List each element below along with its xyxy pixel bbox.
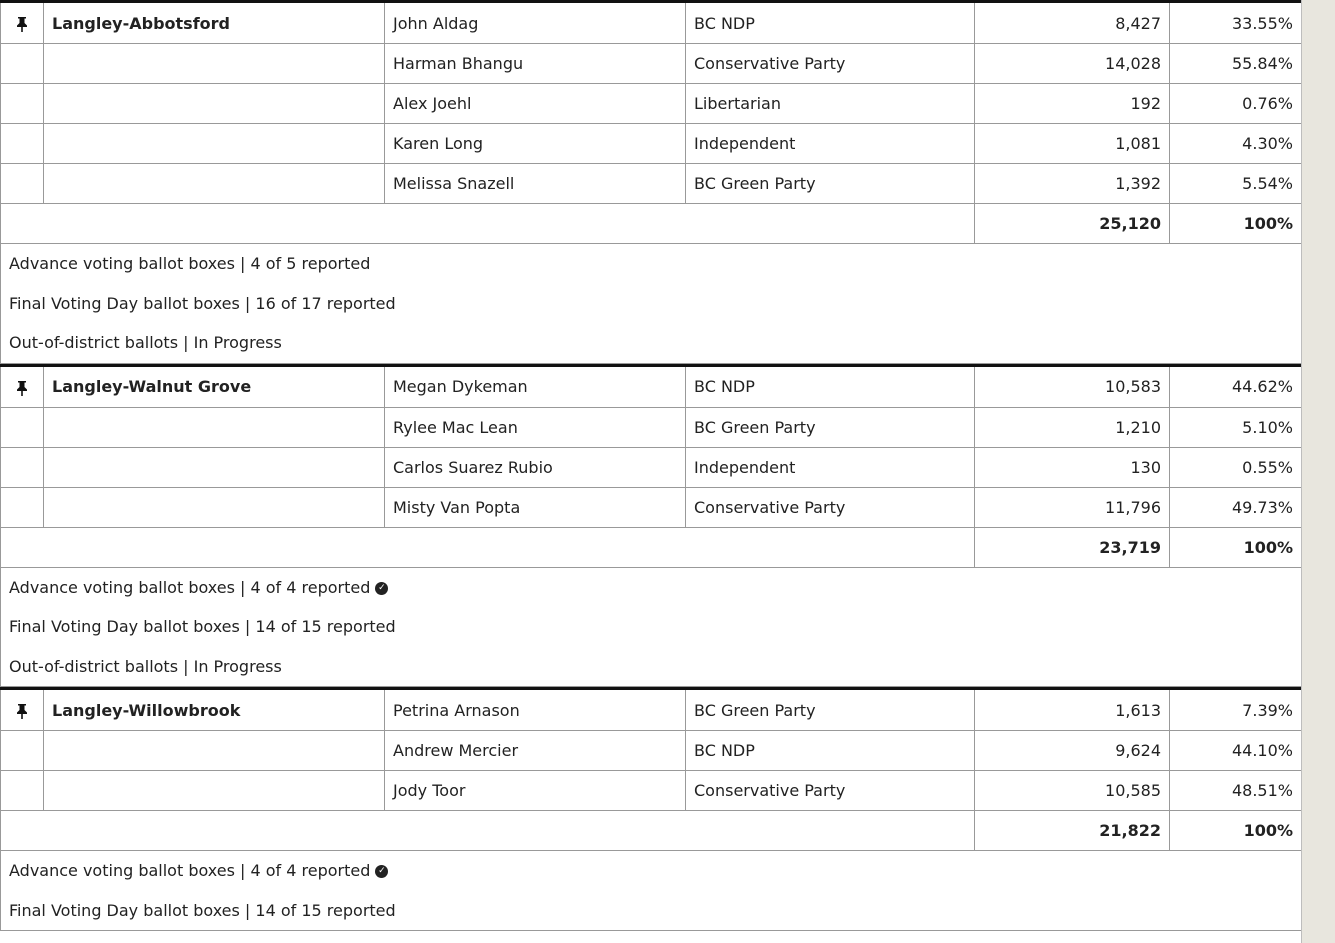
status-line bbox=[9, 284, 1293, 324]
empty-cell bbox=[1, 731, 44, 771]
status-line bbox=[9, 244, 1293, 284]
vote-percent: 7.39% bbox=[1170, 689, 1302, 731]
party-name: BC Green Party bbox=[686, 164, 975, 204]
table-row bbox=[1, 124, 1302, 164]
vote-count: 1,081 bbox=[975, 124, 1170, 164]
empty-cell bbox=[44, 84, 385, 124]
vote-count: 10,583 bbox=[975, 365, 1170, 407]
table-row bbox=[1, 487, 1302, 527]
empty-cell bbox=[1, 527, 975, 567]
total-row bbox=[1, 811, 1302, 851]
vote-percent: 0.76% bbox=[1170, 84, 1302, 124]
candidate-name: Alex Joehl bbox=[385, 84, 686, 124]
status-row bbox=[1, 851, 1302, 931]
vote-count: 192 bbox=[975, 84, 1170, 124]
status-line bbox=[9, 323, 1293, 363]
status-text: Final Voting Day ballot boxes | 16 of 17 reported bbox=[9, 293, 396, 313]
vote-percent: 5.54% bbox=[1170, 164, 1302, 204]
table-row bbox=[1, 2, 1302, 44]
empty-cell bbox=[1, 771, 44, 811]
empty-cell bbox=[44, 731, 385, 771]
vote-percent: 44.62% bbox=[1170, 365, 1302, 407]
vote-count: 1,210 bbox=[975, 407, 1170, 447]
vote-percent: 49.73% bbox=[1170, 487, 1302, 527]
party-name: BC NDP bbox=[686, 2, 975, 44]
reporting-status bbox=[1, 567, 1302, 687]
party-name: Independent bbox=[686, 124, 975, 164]
empty-cell bbox=[1, 487, 44, 527]
vote-percent: 55.84% bbox=[1170, 44, 1302, 84]
empty-cell bbox=[44, 487, 385, 527]
party-name: BC NDP bbox=[686, 365, 975, 407]
status-text: Final Voting Day ballot boxes | 14 of 15 reported bbox=[9, 617, 396, 636]
party-name: Independent bbox=[686, 447, 975, 487]
district-results-table bbox=[0, 0, 1302, 364]
empty-cell bbox=[1, 124, 44, 164]
candidate-name: Harman Bhangu bbox=[385, 44, 686, 84]
empty-cell bbox=[1, 407, 44, 447]
candidate-name: John Aldag bbox=[385, 2, 686, 44]
total-row bbox=[1, 204, 1302, 244]
vote-percent: 48.51% bbox=[1170, 771, 1302, 811]
empty-cell bbox=[44, 407, 385, 447]
vote-count: 130 bbox=[975, 447, 1170, 487]
party-name: Conservative Party bbox=[686, 487, 975, 527]
vote-count: 10,585 bbox=[975, 771, 1170, 811]
candidate-name: Karen Long bbox=[385, 124, 686, 164]
candidate-name: Megan Dykeman bbox=[385, 365, 686, 407]
empty-cell bbox=[44, 164, 385, 204]
status-line bbox=[9, 607, 1293, 647]
riding-name: Langley-Willowbrook bbox=[44, 689, 385, 731]
status-line bbox=[9, 647, 1293, 687]
reporting-status bbox=[1, 851, 1302, 931]
candidate-name: Petrina Arnason bbox=[385, 689, 686, 731]
party-name: BC NDP bbox=[686, 731, 975, 771]
status-line bbox=[9, 891, 1293, 931]
vote-percent: 5.10% bbox=[1170, 407, 1302, 447]
total-percent: 100% bbox=[1170, 204, 1302, 244]
empty-cell bbox=[44, 124, 385, 164]
status-text: Out-of-district ballots | In Progress bbox=[9, 333, 282, 352]
riding-name: Langley-Walnut Grove bbox=[44, 365, 385, 407]
reporting-status bbox=[1, 244, 1302, 364]
table-row bbox=[1, 44, 1302, 84]
vote-percent: 44.10% bbox=[1170, 731, 1302, 771]
status-line bbox=[9, 568, 1293, 608]
candidate-name: Misty Van Popta bbox=[385, 487, 686, 527]
party-name: BC Green Party bbox=[686, 689, 975, 731]
table-row bbox=[1, 164, 1302, 204]
pin-cell[interactable] bbox=[1, 2, 44, 44]
candidate-name: Rylee Mac Lean bbox=[385, 407, 686, 447]
table-row bbox=[1, 84, 1302, 124]
pushpin-icon[interactable] bbox=[15, 703, 29, 719]
total-votes: 23,719 bbox=[975, 527, 1170, 567]
total-percent: 100% bbox=[1170, 527, 1302, 567]
candidate-name: Andrew Mercier bbox=[385, 731, 686, 771]
vote-count: 11,796 bbox=[975, 487, 1170, 527]
status-line bbox=[9, 851, 1293, 891]
total-votes: 25,120 bbox=[975, 204, 1170, 244]
total-percent: 100% bbox=[1170, 811, 1302, 851]
district-results-table bbox=[0, 364, 1302, 688]
candidate-name: Carlos Suarez Rubio bbox=[385, 447, 686, 487]
status-text: Final Voting Day ballot boxes | 14 of 15 reported bbox=[9, 900, 396, 920]
status-row bbox=[1, 567, 1302, 687]
status-text: Out-of-district ballots | In Progress bbox=[9, 656, 282, 676]
empty-cell bbox=[44, 447, 385, 487]
check-circle-icon: ✓ bbox=[375, 865, 388, 878]
empty-cell bbox=[1, 164, 44, 204]
vote-count: 9,624 bbox=[975, 731, 1170, 771]
candidate-name: Melissa Snazell bbox=[385, 164, 686, 204]
table-row bbox=[1, 407, 1302, 447]
status-row bbox=[1, 244, 1302, 364]
table-row bbox=[1, 771, 1302, 811]
vote-count: 1,613 bbox=[975, 689, 1170, 731]
empty-cell bbox=[1, 44, 44, 84]
vote-count: 1,392 bbox=[975, 164, 1170, 204]
vote-percent: 0.55% bbox=[1170, 447, 1302, 487]
empty-cell bbox=[1, 84, 44, 124]
pin-cell[interactable] bbox=[1, 365, 44, 407]
status-text: Advance voting ballot boxes | 4 of 4 reported bbox=[9, 861, 371, 880]
party-name: Libertarian bbox=[686, 84, 975, 124]
district-block bbox=[0, 364, 1301, 688]
table-row bbox=[1, 689, 1302, 731]
party-name: BC Green Party bbox=[686, 407, 975, 447]
district-results-table bbox=[0, 687, 1302, 931]
status-text: Advance voting ballot boxes | 4 of 5 reported bbox=[9, 254, 371, 273]
district-block bbox=[0, 0, 1301, 364]
check-circle-icon: ✓ bbox=[375, 582, 388, 595]
riding-name: Langley-Abbotsford bbox=[44, 2, 385, 44]
empty-cell bbox=[44, 44, 385, 84]
vote-percent: 4.30% bbox=[1170, 124, 1302, 164]
table-row bbox=[1, 365, 1302, 407]
total-row bbox=[1, 527, 1302, 567]
pin-cell[interactable] bbox=[1, 689, 44, 731]
party-name: Conservative Party bbox=[686, 771, 975, 811]
vote-count: 8,427 bbox=[975, 2, 1170, 44]
table-row bbox=[1, 447, 1302, 487]
candidate-name: Jody Toor bbox=[385, 771, 686, 811]
empty-cell bbox=[1, 204, 975, 244]
empty-cell bbox=[1, 811, 975, 851]
table-row bbox=[1, 731, 1302, 771]
pushpin-icon[interactable] bbox=[15, 380, 29, 396]
vote-count: 14,028 bbox=[975, 44, 1170, 84]
vote-percent: 33.55% bbox=[1170, 2, 1302, 44]
status-text: Advance voting ballot boxes | 4 of 4 reported bbox=[9, 577, 371, 597]
total-votes: 21,822 bbox=[975, 811, 1170, 851]
party-name: Conservative Party bbox=[686, 44, 975, 84]
empty-cell bbox=[44, 771, 385, 811]
empty-cell bbox=[1, 447, 44, 487]
pushpin-icon[interactable] bbox=[15, 16, 29, 32]
district-block bbox=[0, 687, 1301, 931]
